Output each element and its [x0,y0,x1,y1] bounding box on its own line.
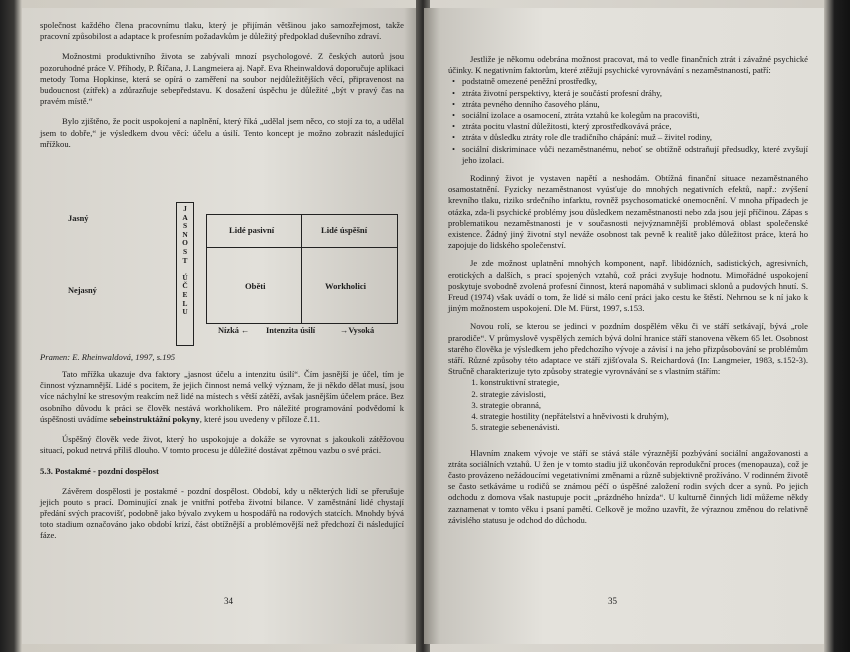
paragraph: Možnostmi produktivního života se zabývali mnozí psychologové. Z českých autorů jsou pozoruhodné práce V. Příhody, P. Říčana, J. Langmeiera aj. Např. Eva Rheinwaldová doporučuje aplikaci metody Toma Hopkinse, která se opírá o zaměření na soubor nejdůležitějších věcí, připravenost na budoucnost (zítřek) a zdůrazňuje sebepředstavu. K dosažení úspěchu je důležité „být v pravý čas na pravém místě.“ [40,51,404,107]
vertical-letter: T [182,255,188,265]
paragraph: Je zde možnost uplatnění mnohých komponent, např. libidózních, sadistických, agresivních, erotických a dalších, s prací spojených vztahů, což práci zvyšuje hodnotu. Mimořádné uspokojení poskytuje svobodně zvolená profesní činnost, která napomáhá v sublimaci sklonů a pudových hnutí. S. Freud (1974) však uvádí o tom, že lidé si málo cení práci jako cestu ke štěstí. Nehrnou se k ní jako k jiným možnostem uspokojení. Dle M. Fürst, 1997, s.153. [448,258,808,314]
numbered-list [448,377,808,433]
source-note: Pramen: E. Rheinwaldová, 1997, s.195 [40,352,176,362]
axis-high: →Vysoká [340,326,375,335]
paragraph: Rodinný život je vystaven napětí a neshodám. Obtížná finanční situace nezaměstnaného osamostatnění. Fyzicky nezaměstnanost vyúsťuje do mnohých negativních efektů, např.: zvýšení krevního tlaku, riziko srdečního infarktu, rovněž psychosomatické onemocnění. V mnoha případech je otázka, zda-li psychické problémy jsou důsledkem nezaměstnanosti nebo zda jsou její příčinou. Zápas s problematikou nezaměstnanosti je v současnosti nejvýznamnější problémová oblast společenské existence. Žádný jiný životní styl neváže osobnost tak pevně k realitě jako důležitost práce, která ho zapojuje do lidského společenství. [448,173,808,251]
left-text-bottom [40,369,404,542]
vertical-letter: E [182,289,188,299]
page-number: 34 [224,596,233,606]
label-nejasny: Nejasný [68,286,97,295]
cell-workholici: Workholici [325,281,367,291]
section-heading: 5.3. Postakmé - pozdní dospělost [40,466,159,477]
paragraph: Novou rolí, se kterou se jedinci v pozdním dospělém věku či ve stáří setkávají, bývá „role prarodiče“. V průmyslově vyspělých zemích bývá dolní hranice stáří stanovena věkem 65 let. Osobnost starého člověka je výsledkem jeho předchozího vývoje a závisí i na jeho přizpůsobování se problémům stáří. Různé způsoby této adaptace ve stáří zjišťovala S. Reichardová (In: Langmeier, 1983, s.152-3). Stručně charakterizuje tyto způsoby strategie vyrovnávání se s vlastním stářím: [448,321,808,377]
paragraph: Tato mřížka ukazuje dva faktory „jasnost účelu a intenzitu úsilí“. Čím jasnější je účel, tím je činnost významnější. Lidé s pocitem, že jejich činnost nemá velký význam, že ji někdo dělat musí, jsou více náchylní ke stresovým reakcím než lidé na místech s větší zátěží, avšak jasnějším účelem práce. Bez osobního důvodu k práci se člověk nestává workholikem. Pro náležité programování podvědomí k úspěšnosti uvádíme sebeinstruktážní pokyny, které jsou uvedeny v příloze č.11. [40,369,404,424]
grid-diagram [206,214,398,324]
vertical-axis-label [179,205,191,317]
vertical-letter: U [182,307,188,317]
vertical-letter: Ú [182,272,188,282]
paragraph: Bylo zjištěno, že pocit uspokojení a naplnění, který říká „udělal jsem něco, co stojí za to, a udělal jsem to dobře,“ je výsledkem dvou věcí: účelu a úsilí. Tento koncept je možno zobrazit následující mřížkou. [40,116,404,149]
bullet-item: • podstatně omezené peněžní prostředky, [462,76,808,87]
vertical-letter: J [183,204,187,213]
bullet-item: • ztráta v důsledku ztráty role dle tradičního chápání: muž – živitel rodiny, [462,132,808,143]
right-page [424,8,824,644]
vertical-letter: Č [182,281,188,291]
numbered-item: 3. strategie obranná, [480,400,808,411]
left-page [22,8,420,644]
bullet-item: • ztráta životní perspektivy, která je součástí profesní dráhy, [462,88,808,99]
bullet-item: • ztráta pocitu vlastní důležitosti, který zprostředkovává práce, [462,121,808,132]
cell-lide-uspesni: Lidé úspěšní [321,225,368,235]
vertical-letter: A [182,212,188,222]
cell-obeti: Oběti [245,281,266,291]
numbered-item: 1. konstruktivní strategie, [480,377,808,388]
numbered-item: 5. strategie sebenenávisti. [480,422,808,433]
vertical-letter: S [182,221,188,231]
left-text-top [40,20,404,150]
paragraph: Úspěšný člověk vede život, který ho uspokojuje a dokáže se vyrovnat s jakoukoli zátěžovou situací, pokud netrvá příliš dlouho. V tomto procesu je důležité dostávat zpětnou vazbu o své práci. [40,434,404,456]
label-jasny: Jasný [68,214,89,223]
bold-phrase: sebeinstruktážní pokyny [109,413,200,424]
bullet-item: • ztráta pevného denního časového plánu, [462,99,808,110]
paragraph: Hlavním znakem vývoje ve stáří se stává stále výraznější pozbývání sociální angažovanosti a ztráta sociálních vztahů. U žen je v tomto stadiu již ukončován reprodukční proces (menopauza), což je často provázeno nežádoucími vegetativními změnami a různě subjektivně prožíváno. V rodinném životě se často setkáváme u rodičů se známou péčí o úspěšné založení rodin svých dcer a synů. Po jejich odchodu z domova však nastupuje pocit „prázdného hnízda“. U kulturně činných lidí můžeme někdy zaznamenat v tomto věku i psaní pamětí. Celkově je možno uzavřít, že výraznou změnou do relativně závislého statusu je odchod do důchodu. [448,447,808,525]
bullet-list [448,76,808,166]
bullet-item: • sociální diskriminace vůči nezaměstnanému, neboť se obtížně odstraňují předsudky, které zvyšují jeho izolaci. [462,144,808,166]
vertical-letter: O [182,238,188,248]
bullet-item: • sociální izolace a osamocení, ztráta vztahů ke kolegům na pracovišti, [462,110,808,121]
vertical-letter: S [182,246,188,256]
vertical-letter: N [182,229,188,239]
cell-lide-pasivni: Lidé pasivní [229,225,275,235]
right-text [448,54,808,526]
axis-low: Nízká ← [218,326,250,335]
paragraph: společnost každého člena pracovnímu tlaku, který je přijímán většinou jako samozřejmost, takže pracovní způsobilost a adaptace k profesním požadavkům je důležitý předpoklad duševního zdraví. [40,20,404,42]
book-edge [824,0,850,652]
vertical-letter: L [182,298,188,308]
numbered-item: 4. strategie hostility (nepřátelství a hněvivosti k druhým), [480,411,808,422]
page-number: 35 [608,596,617,606]
axis-title: Intenzita úsilí [266,326,316,335]
numbered-item: 2. strategie závislosti, [480,389,808,400]
paragraph: Závěrem dospělosti je postakmé - pozdní dospělost. Období, kdy u některých lidí se přerušuje jejich pouto s prací. Dominující znak je vnitřní potřeba životní bilance. V zaměstnání lidé chystají předání svých pracovišť, podobně jako bývalo zvykem u hospodářů na rodových statcích. Mnohdy bývá toto stadium označováno jako období krizí, část obtížnější a problémovější než předchozí či následující fáze. [40,485,404,541]
paragraph: Jestliže je někomu odebrána možnost pracovat, má to vedle finančních ztrát i závažné psychické účinky. K negativním faktorům, které ztěžují psychické vyrovnávání s nezaměstnaností, patří: [448,54,808,76]
